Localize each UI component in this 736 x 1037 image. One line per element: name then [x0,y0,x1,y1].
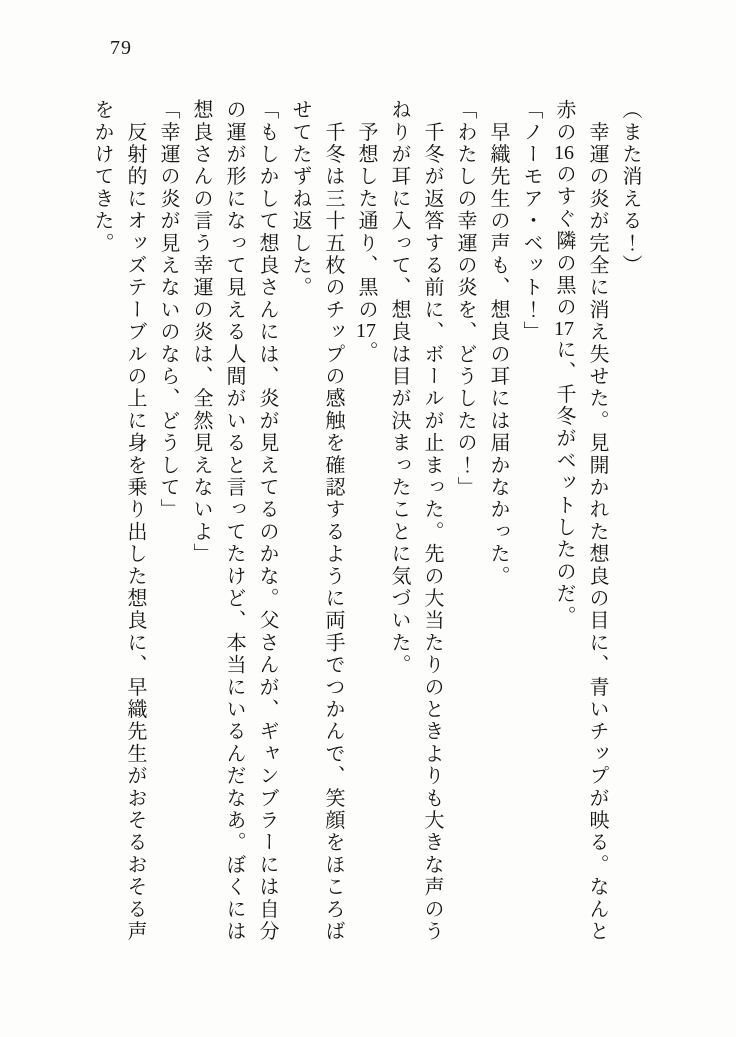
text-line-13: の運が形になって見える人間がいると言ってたけど、本当にいるんだなあ。ぼくには [223,99,245,943]
text-segment: 。 [355,341,377,364]
text-line-16: 反射的にオッズテーブルの上に身を乗り出した想良に、早織先生がおそるおそる声 [124,99,146,943]
roulette-number-17: 17 [554,318,574,339]
text-line-11: せてたずね返した。 [289,99,311,299]
text-block [85,99,646,949]
page-number: 79 [110,37,132,59]
text-line-7: 千冬が返答する前に、ボールが止まった。先の大当たりのときよりも大きな声のう [421,99,443,943]
text-line-14: 想良さんの言う幸運の炎は、全然見えないよ」 [190,99,212,566]
text-line-2: 幸運の炎が完全に消え失せた。見開かれた想良の目に、青いチップが映る。なんと [586,99,608,943]
roulette-number-16: 16 [554,143,574,164]
text-line-3 [547,99,580,949]
text-line-9 [349,99,382,949]
text-segment: 赤の [553,99,575,144]
text-segment: 予想した通り、黒の [355,99,377,321]
text-line-1: （また消える！） [619,99,641,277]
text-line-15: 「幸運の炎が見えないのなら、どうして」 [157,99,179,521]
text-line-12: 「もしかして想良さんには、炎が見えてるのかな。父さんが、ギャンブラーには自分 [256,99,278,943]
text-line-8: ねりが耳に入って、想良は目が決まったことに気づいた。 [388,99,410,677]
text-line-10: 千冬は三十五枚のチップの感触を確認するように両手でつかんで、笑顔をほころば [322,99,344,943]
text-segment: のすぐ隣の黒の [553,163,575,319]
text-segment: に、千冬がベットしたのだ。 [553,338,575,628]
text-line-5: 早織先生の声も、想良の耳には届かなかった。 [487,99,509,588]
text-line-17: をかけてきた。 [91,99,113,255]
text-line-4: 「ノーモア・ベット！」 [520,99,542,344]
roulette-number-17: 17 [356,321,376,341]
text-line-6: 「わたしの幸運の炎を、どうしたの！」 [454,99,476,499]
